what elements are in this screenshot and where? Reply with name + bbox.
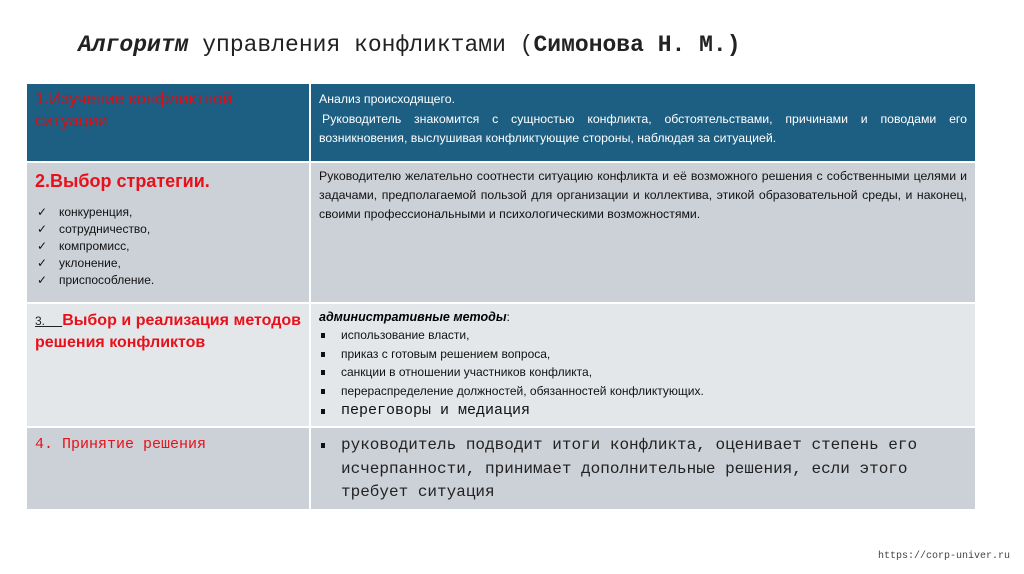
checkmark-icon: ✓ [37, 256, 48, 270]
algorithm-table [27, 84, 975, 511]
stage-label: 4. Принятие решения [35, 436, 207, 453]
cell-text: Анализ происходящего. [319, 92, 455, 106]
list-item: переговоры и медиация [319, 400, 967, 422]
slide-title [78, 32, 741, 58]
cell-text: руководитель подводит итоги конфликта, оценивает степень его исчерпанности, принимает дополнительные решения, если этого требует ситуация [319, 434, 967, 505]
checkmark-icon: ✓ [37, 273, 48, 287]
square-bullet-icon [321, 409, 325, 414]
list-item: ✓ компромисс, [37, 239, 130, 253]
square-bullet-icon [321, 389, 325, 394]
source-url: https://corp-univer.ru [877, 551, 1010, 562]
list-item: ✓ уклонение, [37, 256, 121, 270]
list-item: использование власти, [319, 326, 967, 345]
checkmark-icon: ✓ [37, 222, 48, 236]
list-item: ✓ приспособление. [37, 273, 155, 287]
checkmark-icon: ✓ [37, 205, 48, 219]
square-bullet-icon [321, 443, 325, 448]
methods-heading: административные методы [319, 310, 507, 324]
stage-number: 3. [35, 314, 46, 328]
stage-label: 2.Выбор стратегии. [35, 171, 210, 191]
stage-label: 3. Выбор и реализация методов решения конфликтов [35, 312, 302, 351]
table-row [27, 163, 975, 304]
title-author: Симонова Н. М.) [533, 32, 741, 58]
title-bold-italic: Алгоритм [78, 32, 189, 58]
checkmark-icon: ✓ [37, 239, 48, 253]
square-bullet-icon [321, 333, 325, 338]
table-row [27, 428, 975, 511]
list-item: санкции в отношении участников конфликта, [319, 363, 967, 382]
methods-list [319, 326, 967, 422]
list-item: ✓ конкуренция, [37, 205, 133, 219]
square-bullet-icon [321, 370, 325, 375]
stage-label: 1.Изучение конфликтной ситуации [35, 89, 233, 130]
title-text: управления конфликтами ( [188, 32, 534, 58]
square-bullet-icon [321, 352, 325, 357]
table-row: 3. Выбор и реализация методов решения конфликтов административные методы: использование власти, приказ с готовым решением вопроса, санкции в отношении участников конфликта, перераспределение должностей, обязанностей конфликтующих. переговоры и медиация [27, 304, 975, 428]
strategy-list [35, 204, 301, 289]
cell-text: Руководителю желательно соотнести ситуацию конфликта и её возможного решения с собственными целями и задачами, предполагаемой пользой для организации и коллектива, этикой образовательной среды, и наконец, своими профессиональными и психологическими возможностями. [319, 169, 967, 221]
list-item: ✓ сотрудничество, [37, 222, 151, 236]
list-item: перераспределение должностей, обязанностей конфликтующих. [319, 382, 967, 401]
list-item: приказ с готовым решением вопроса, [319, 345, 967, 364]
table-row [27, 84, 975, 163]
cell-text: Руководитель знакомится с сущностью конфликта, обстоятельствами, причинами и поводами его возникновения, выслушивая конфликтующие стороны, наблюдая за ситуацией. [319, 111, 967, 145]
